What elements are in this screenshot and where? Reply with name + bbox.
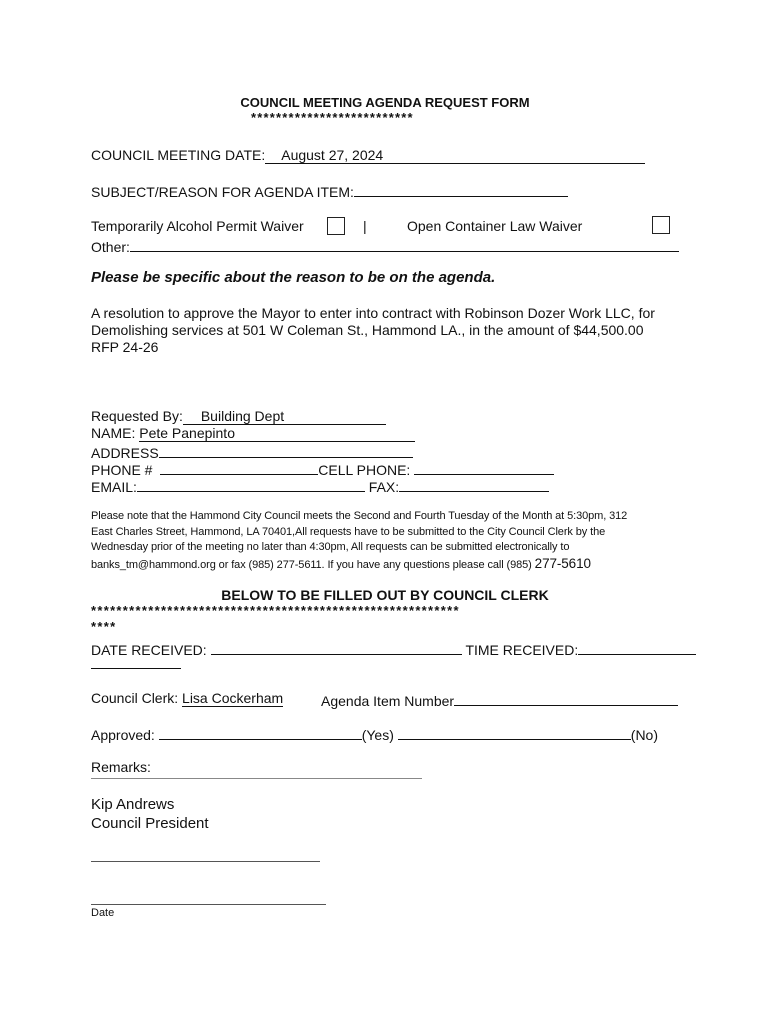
clerk-section-title: BELOW TO BE FILLED OUT BY COUNCIL CLERK (221, 587, 549, 603)
approved-no-field[interactable] (398, 724, 631, 740)
subject-row (91, 181, 568, 200)
fax-label: FAX: (368, 479, 400, 495)
note-line: East Charles Street, Hammond, LA 70401,All requests have to be submitted to the City Council Clerk by the (91, 525, 606, 538)
requested-by-field[interactable] (183, 408, 386, 425)
address-field[interactable] (159, 442, 413, 458)
email-row (91, 476, 549, 495)
name-label: NAME: (91, 425, 136, 441)
date-received-label: DATE RECEIVED: (91, 642, 207, 658)
phone-label: PHONE # (91, 462, 153, 478)
option-separator: | (363, 218, 367, 234)
council-clerk-row (91, 690, 283, 707)
requested-by-value: Building Dept (200, 408, 285, 424)
meeting-date-value: August 27, 2024 (281, 147, 384, 163)
meeting-schedule-note (91, 509, 627, 573)
date-signature-label: Date (91, 907, 115, 919)
time-received-field-continued[interactable] (91, 668, 181, 669)
clerk-stars-continued: **** (91, 619, 117, 634)
description-line: RFP 24-26 (91, 339, 159, 355)
alcohol-waiver-label: Temporarily Alcohol Permit Waiver (91, 218, 304, 234)
time-received-label: TIME RECEIVED: (465, 642, 579, 658)
remarks-label: Remarks: (91, 759, 151, 775)
other-field[interactable] (130, 236, 679, 252)
description-line: Demolishing services at 501 W Coleman St., Hammond LA., in the amount of $44,500.00 (91, 322, 644, 338)
note-line (91, 556, 627, 574)
approved-row (91, 724, 658, 743)
clerk-stars: ********************************************************** (91, 603, 460, 618)
email-field[interactable] (137, 476, 365, 492)
subject-label: SUBJECT/REASON FOR AGENDA ITEM: (91, 184, 354, 200)
agenda-item-row (321, 690, 678, 709)
requested-by-row (91, 408, 386, 425)
date-received-field[interactable] (211, 639, 462, 655)
president-signature-line[interactable] (91, 861, 320, 862)
meeting-date-row (91, 147, 645, 164)
phone-field[interactable] (160, 459, 318, 475)
remarks-field[interactable] (91, 778, 422, 779)
time-received-field[interactable] (578, 639, 696, 655)
form-title: COUNCIL MEETING AGENDA REQUEST FORM (240, 95, 530, 110)
approved-yes-label: (Yes) (361, 727, 394, 743)
subject-field[interactable] (354, 181, 568, 197)
approved-label: Approved: (91, 727, 155, 743)
note-contact-text: banks_tm@hammond.org or fax (985) 277-5611. If you have any questions please call (985) (91, 558, 532, 571)
container-waiver-label: Open Container Law Waiver (407, 218, 583, 234)
address-label: ADDRESS (91, 445, 159, 461)
president-title: Council President (91, 815, 209, 832)
other-label: Other: (91, 239, 130, 255)
president-block (91, 795, 209, 833)
name-value: Pete Panepinto (139, 425, 235, 441)
council-clerk-value: Lisa Cockerham (182, 690, 284, 706)
president-name: Kip Andrews (91, 796, 175, 813)
meeting-date-field[interactable] (265, 147, 645, 164)
approved-no-label: (No) (630, 727, 659, 743)
note-line: Wednesday prior of the meeting no later than 4:30pm, All requests can be submitted electronically to (91, 541, 570, 553)
cell-phone-field[interactable] (414, 459, 554, 475)
requested-by-label: Requested By: (91, 408, 183, 424)
container-waiver-checkbox[interactable] (652, 216, 670, 234)
description-line: A resolution to approve the Mayor to enter into contract with Robinson Dozer Work LLC, for (91, 305, 655, 321)
meeting-date-label: COUNCIL MEETING DATE: (91, 147, 266, 163)
name-row (91, 425, 415, 442)
agenda-item-field[interactable] (454, 690, 678, 706)
alcohol-waiver-checkbox[interactable] (327, 217, 345, 235)
note-line: Please note that the Hammond City Council meets the Second and Fourth Tuesday of the Month at 5:30pm, 312 (91, 510, 628, 522)
council-clerk-label: Council Clerk: (91, 690, 179, 706)
name-field[interactable] (139, 425, 415, 442)
date-signature-line[interactable] (91, 904, 326, 905)
clerk-phone-number: 277-5610 (534, 555, 591, 571)
agenda-item-label: Agenda Item Number (321, 693, 455, 709)
fax-field[interactable] (399, 476, 549, 492)
date-received-row (91, 639, 696, 658)
title-stars: ************************** (251, 110, 414, 125)
approved-yes-field[interactable] (159, 724, 362, 740)
specific-reason-instruction: Please be specific about the reason to be on the agenda. (91, 269, 496, 286)
other-row (91, 236, 679, 255)
email-label: EMAIL: (91, 479, 137, 495)
agenda-description (91, 305, 655, 356)
cell-phone-label: CELL PHONE: (318, 462, 411, 478)
